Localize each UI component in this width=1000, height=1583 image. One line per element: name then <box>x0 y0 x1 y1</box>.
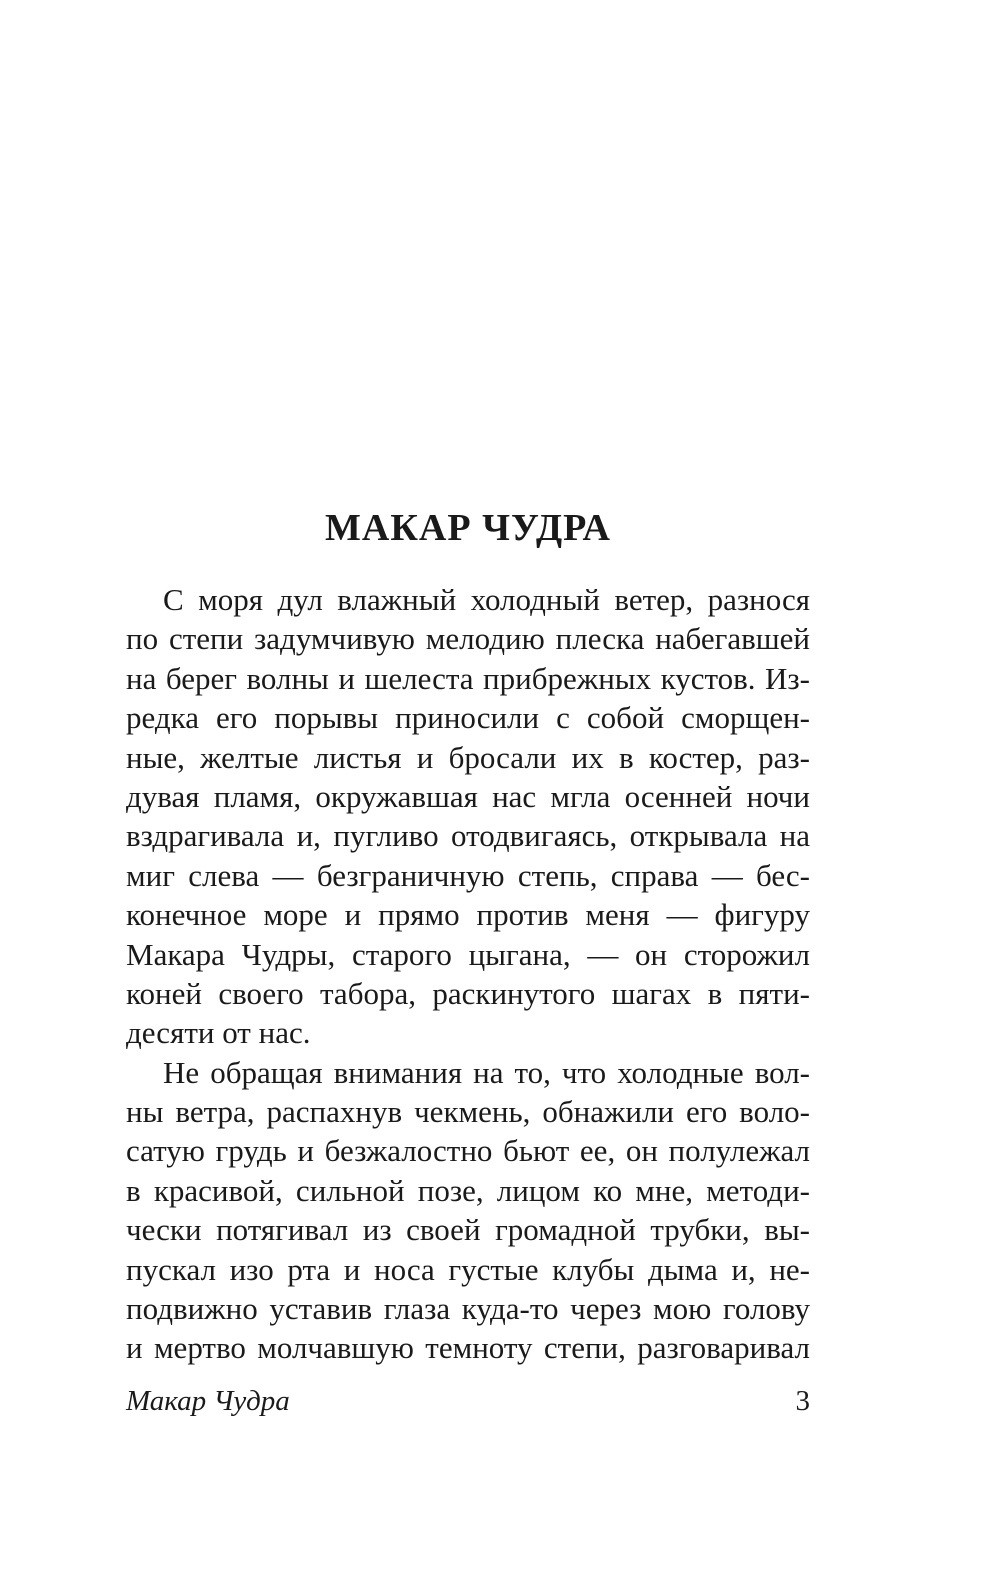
text-line: конечное море и прямо против меня — фигуру <box>126 897 810 933</box>
text-line: сатую грудь и безжалостно бьют ее, он полулежал <box>126 1133 810 1169</box>
text-line: вздрагивала и, пугливо отодвигаясь, открывала на <box>126 818 810 854</box>
body-text <box>126 580 810 1368</box>
running-footer-title: Макар Чудра <box>126 1385 290 1417</box>
text-line: в красивой, сильной позе, лицом ко мне, методи- <box>126 1172 810 1208</box>
page-number: 3 <box>795 1385 810 1417</box>
text-line: пускал изо рта и носа густые клубы дыма и, не- <box>126 1251 810 1287</box>
chapter-title: МАКАР ЧУДРА <box>325 507 611 549</box>
text-line: ны ветра, распахнув чекмень, обнажили его воло- <box>126 1094 810 1130</box>
text-line: по степи задумчивую мелодию плеска набегавшей <box>126 621 810 657</box>
text-line: десяти от нас. <box>126 1015 311 1051</box>
text-line: дувая пламя, окружавшая нас мгла осенней ночи <box>126 778 810 814</box>
text-line: миг слева — безграничную степь, справа — бес- <box>126 857 810 893</box>
text-line: и мертво молчавшую темноту степи, разговаривал <box>126 1330 810 1366</box>
text-line: на берег волны и шелеста прибрежных кустов. Из- <box>126 660 810 696</box>
text-line: Макара Чудры, старого цыгана, — он сторожил <box>126 936 810 972</box>
text-line: подвижно уставив глаза куда-то через мою голову <box>126 1291 810 1327</box>
text-line: ные, желтые листья и бросали их в костер, раз- <box>126 739 810 775</box>
text-line: коней своего табора, раскинутого шагах в пяти- <box>126 975 810 1011</box>
text-line: редка его порывы приносили с собой сморщен- <box>126 700 810 736</box>
text-line: С моря дул влажный холодный ветер, разнося <box>163 582 810 617</box>
text-line: Не обращая внимания на то, что холодные вол- <box>163 1054 810 1090</box>
text-line: чески потягивал из своей громадной трубки, вы- <box>126 1212 810 1248</box>
